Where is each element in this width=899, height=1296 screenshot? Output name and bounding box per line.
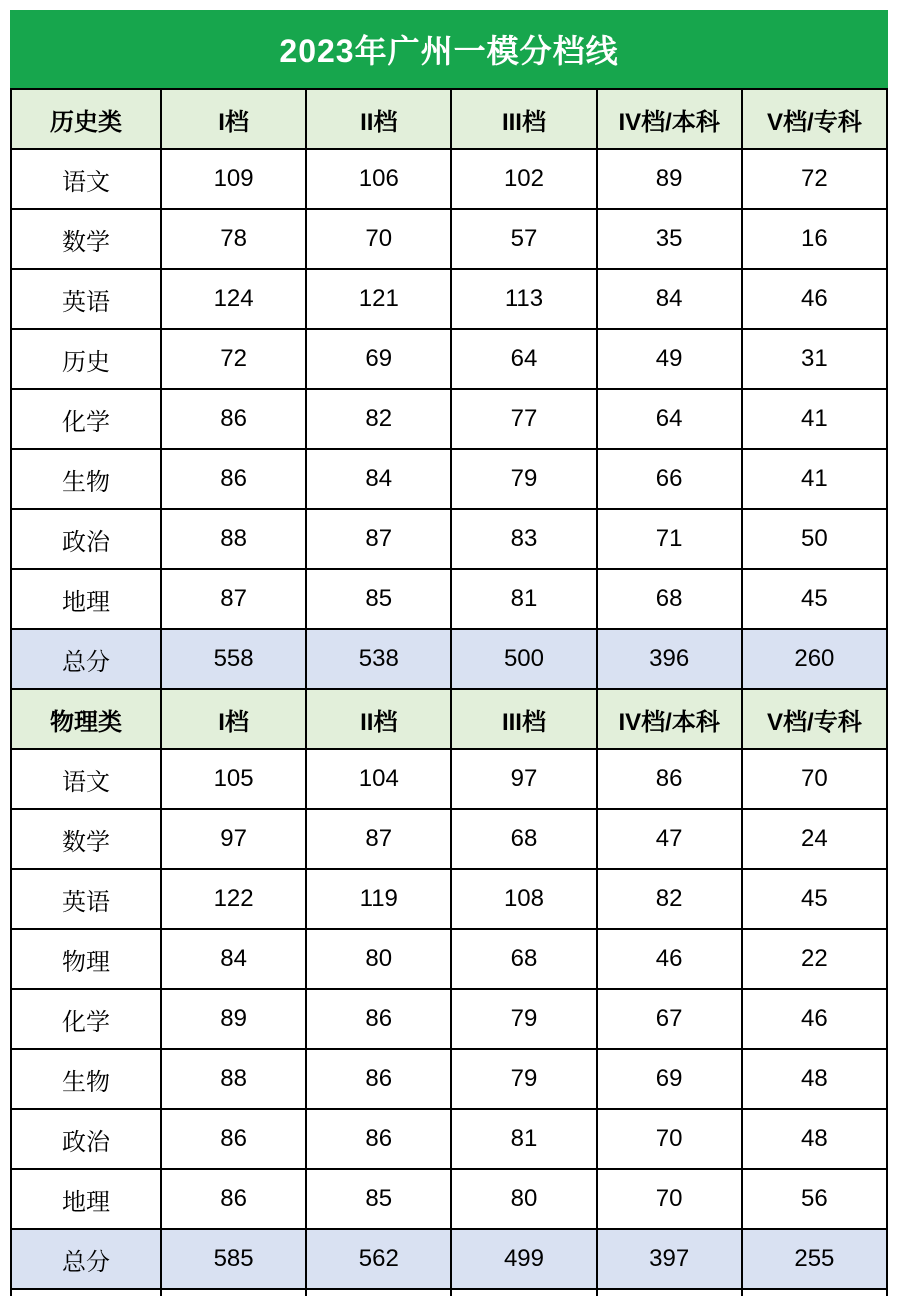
score-cell: 83 xyxy=(451,509,596,569)
tier-header-cell: I档 xyxy=(161,89,306,149)
subject-label-cell: 数学 xyxy=(11,209,161,269)
score-cell: 80 xyxy=(451,1169,596,1229)
score-cell: 87 xyxy=(306,509,451,569)
section-header-row xyxy=(11,89,887,149)
total-label-cell: 总分 xyxy=(11,629,161,689)
total-row xyxy=(11,1229,887,1289)
subject-row xyxy=(11,209,887,269)
score-cell: 16 xyxy=(742,209,887,269)
score-cell: 81 xyxy=(451,1109,596,1169)
subject-label-cell: 化学 xyxy=(11,389,161,449)
score-cell: 397 xyxy=(597,1229,742,1289)
tier-header-cell: IV档/本科 xyxy=(597,689,742,749)
score-cell: 86 xyxy=(306,1109,451,1169)
score-cell: 72 xyxy=(742,149,887,209)
score-cell: 87 xyxy=(161,569,306,629)
subject-row xyxy=(11,1169,887,1229)
score-cell: 88 xyxy=(161,1049,306,1109)
subject-row xyxy=(11,569,887,629)
subject-row xyxy=(11,1109,887,1169)
score-cell: 70 xyxy=(597,1109,742,1169)
score-cell: 562 xyxy=(306,1229,451,1289)
score-cell: 121 xyxy=(306,269,451,329)
total-row xyxy=(11,629,887,689)
score-cell: 79 xyxy=(451,1049,596,1109)
empty-cell xyxy=(161,1289,306,1296)
score-cell: 84 xyxy=(161,929,306,989)
score-cell: 396 xyxy=(597,629,742,689)
score-cell: 45 xyxy=(742,569,887,629)
score-cell: 84 xyxy=(306,449,451,509)
tier-header-cell: V档/专科 xyxy=(742,89,887,149)
score-cell: 86 xyxy=(161,1109,306,1169)
subject-row xyxy=(11,509,887,569)
score-cell: 48 xyxy=(742,1049,887,1109)
score-cell: 68 xyxy=(451,809,596,869)
score-cell: 85 xyxy=(306,569,451,629)
score-cell: 64 xyxy=(451,329,596,389)
score-cell: 80 xyxy=(306,929,451,989)
subject-row xyxy=(11,929,887,989)
score-cell: 499 xyxy=(451,1229,596,1289)
subject-row xyxy=(11,809,887,869)
subject-label-cell: 地理 xyxy=(11,569,161,629)
subject-label-cell: 化学 xyxy=(11,989,161,1049)
score-cell: 106 xyxy=(306,149,451,209)
score-cell: 86 xyxy=(161,1169,306,1229)
subject-label-cell: 地理 xyxy=(11,1169,161,1229)
score-cell: 104 xyxy=(306,749,451,809)
score-cell: 70 xyxy=(597,1169,742,1229)
score-cell: 35 xyxy=(597,209,742,269)
subject-label-cell: 英语 xyxy=(11,269,161,329)
subject-row xyxy=(11,329,887,389)
score-cell: 82 xyxy=(597,869,742,929)
subject-label-cell: 语文 xyxy=(11,149,161,209)
score-sheet xyxy=(10,10,888,1296)
score-cell: 50 xyxy=(742,509,887,569)
score-cell: 97 xyxy=(161,809,306,869)
score-cell: 66 xyxy=(597,449,742,509)
subject-label-cell: 历史 xyxy=(11,329,161,389)
score-cell: 47 xyxy=(597,809,742,869)
score-cell: 41 xyxy=(742,449,887,509)
score-cell: 108 xyxy=(451,869,596,929)
score-cell: 78 xyxy=(161,209,306,269)
empty-cell xyxy=(306,1289,451,1296)
score-cell: 77 xyxy=(451,389,596,449)
tier-header-cell: I档 xyxy=(161,689,306,749)
empty-cell xyxy=(451,1289,596,1296)
subject-row xyxy=(11,989,887,1049)
score-table xyxy=(10,88,888,1296)
score-cell: 46 xyxy=(742,989,887,1049)
score-cell: 46 xyxy=(742,269,887,329)
subject-row xyxy=(11,389,887,449)
score-cell: 86 xyxy=(306,989,451,1049)
score-cell: 89 xyxy=(161,989,306,1049)
score-cell: 538 xyxy=(306,629,451,689)
subject-row xyxy=(11,149,887,209)
score-cell: 86 xyxy=(597,749,742,809)
score-cell: 48 xyxy=(742,1109,887,1169)
score-cell: 82 xyxy=(306,389,451,449)
score-cell: 86 xyxy=(161,449,306,509)
score-cell: 69 xyxy=(597,1049,742,1109)
tier-header-cell: III档 xyxy=(451,689,596,749)
page-title: 2023年广州一模分档线 xyxy=(10,10,888,88)
score-cell: 22 xyxy=(742,929,887,989)
score-cell: 85 xyxy=(306,1169,451,1229)
score-cell: 558 xyxy=(161,629,306,689)
score-cell: 105 xyxy=(161,749,306,809)
tier-header-cell: II档 xyxy=(306,89,451,149)
score-cell: 109 xyxy=(161,149,306,209)
score-cell: 68 xyxy=(597,569,742,629)
subject-label-cell: 政治 xyxy=(11,509,161,569)
score-cell: 500 xyxy=(451,629,596,689)
score-cell: 87 xyxy=(306,809,451,869)
score-cell: 41 xyxy=(742,389,887,449)
subject-label-cell: 生物 xyxy=(11,449,161,509)
subject-row xyxy=(11,449,887,509)
subject-row xyxy=(11,749,887,809)
score-cell: 84 xyxy=(597,269,742,329)
section-header-row xyxy=(11,689,887,749)
subject-label-cell: 数学 xyxy=(11,809,161,869)
score-cell: 81 xyxy=(451,569,596,629)
score-cell: 72 xyxy=(161,329,306,389)
score-cell: 45 xyxy=(742,869,887,929)
tier-header-cell: IV档/本科 xyxy=(597,89,742,149)
score-cell: 585 xyxy=(161,1229,306,1289)
section-category-cell: 物理类 xyxy=(11,689,161,749)
subject-row xyxy=(11,869,887,929)
score-cell: 86 xyxy=(306,1049,451,1109)
score-cell: 71 xyxy=(597,509,742,569)
empty-cell xyxy=(597,1289,742,1296)
score-cell: 46 xyxy=(597,929,742,989)
subject-row xyxy=(11,1049,887,1109)
subject-label-cell: 物理 xyxy=(11,929,161,989)
score-cell: 88 xyxy=(161,509,306,569)
score-cell: 113 xyxy=(451,269,596,329)
score-cell: 119 xyxy=(306,869,451,929)
score-cell: 124 xyxy=(161,269,306,329)
score-cell: 70 xyxy=(742,749,887,809)
clipped-empty-row xyxy=(11,1289,887,1296)
score-cell: 97 xyxy=(451,749,596,809)
tier-header-cell: III档 xyxy=(451,89,596,149)
score-cell: 69 xyxy=(306,329,451,389)
score-cell: 70 xyxy=(306,209,451,269)
subject-label-cell: 英语 xyxy=(11,869,161,929)
score-cell: 68 xyxy=(451,929,596,989)
empty-cell xyxy=(11,1289,161,1296)
score-cell: 102 xyxy=(451,149,596,209)
score-cell: 67 xyxy=(597,989,742,1049)
tier-header-cell: V档/专科 xyxy=(742,689,887,749)
subject-label-cell: 语文 xyxy=(11,749,161,809)
subject-row xyxy=(11,269,887,329)
score-cell: 255 xyxy=(742,1229,887,1289)
score-cell: 24 xyxy=(742,809,887,869)
subject-label-cell: 生物 xyxy=(11,1049,161,1109)
tier-header-cell: II档 xyxy=(306,689,451,749)
subject-label-cell: 政治 xyxy=(11,1109,161,1169)
score-cell: 86 xyxy=(161,389,306,449)
score-cell: 57 xyxy=(451,209,596,269)
score-cell: 79 xyxy=(451,989,596,1049)
empty-cell xyxy=(742,1289,887,1296)
score-cell: 64 xyxy=(597,389,742,449)
score-cell: 49 xyxy=(597,329,742,389)
score-cell: 122 xyxy=(161,869,306,929)
score-cell: 56 xyxy=(742,1169,887,1229)
score-cell: 89 xyxy=(597,149,742,209)
total-label-cell: 总分 xyxy=(11,1229,161,1289)
score-cell: 79 xyxy=(451,449,596,509)
score-cell: 260 xyxy=(742,629,887,689)
score-cell: 31 xyxy=(742,329,887,389)
section-category-cell: 历史类 xyxy=(11,89,161,149)
